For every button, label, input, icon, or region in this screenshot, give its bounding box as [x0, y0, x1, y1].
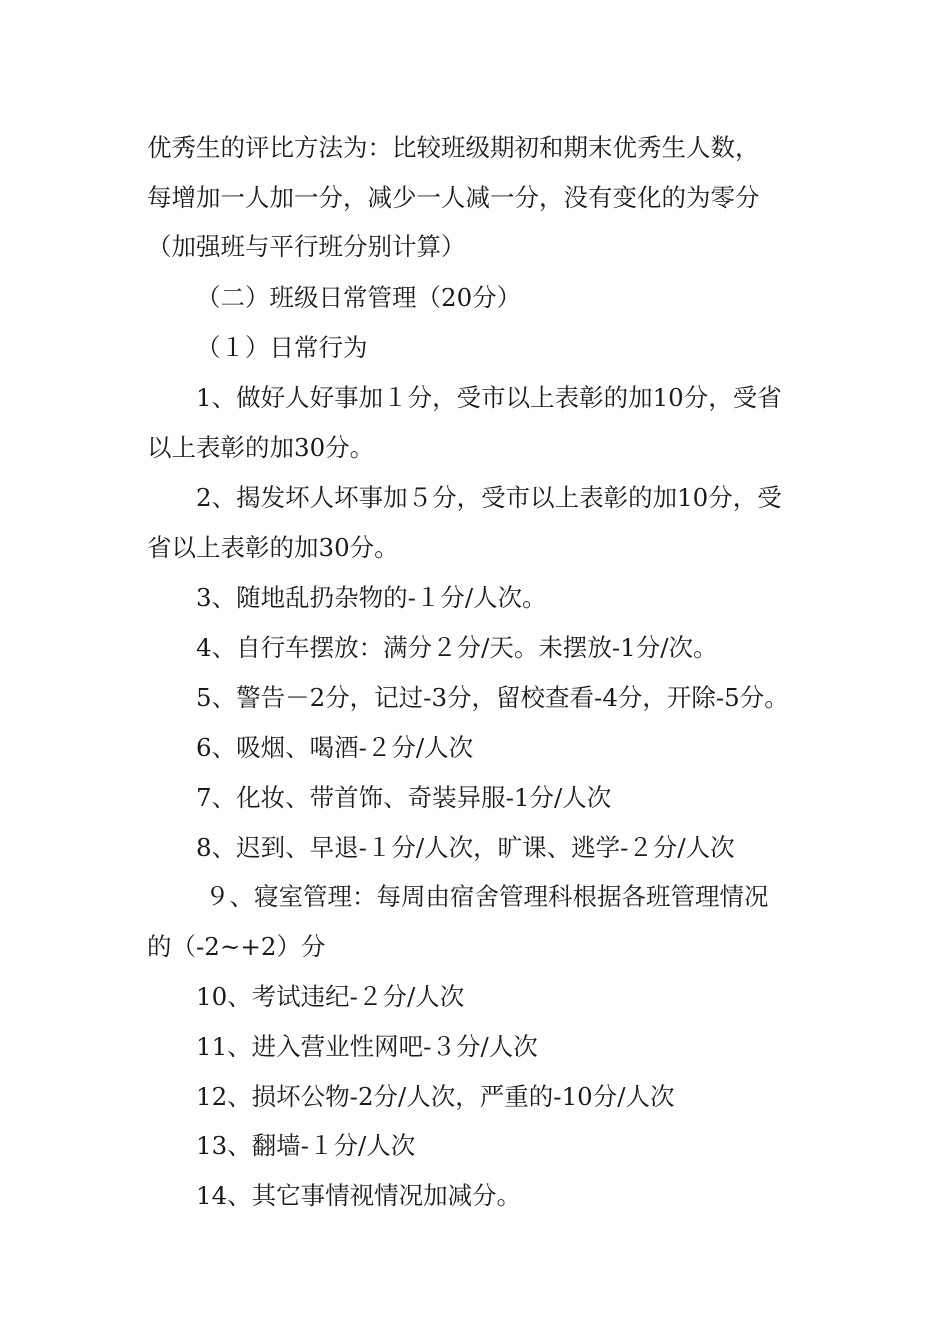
text-line: （加强班与平行班分别计算） — [147, 232, 466, 261]
rule-item: 8、迟到、早退-１分/人次，旷课、逃学-２分/人次 — [196, 833, 735, 862]
rule-item-continuation: 省以上表彰的加30分。 — [147, 533, 399, 562]
text-line: 每增加一人加一分，减少一人减一分，没有变化的为零分 — [147, 183, 760, 212]
rule-item: 3、随地乱扔杂物的-１分/人次。 — [196, 583, 547, 612]
rule-item: 12、损坏公物-2分/人次，严重的-10分/人次 — [196, 1082, 675, 1111]
rule-item: 11、进入营业性网吧-３分/人次 — [196, 1032, 538, 1061]
rule-item-continuation: 的（-2~+2）分 — [147, 932, 326, 961]
rule-item: 6、吸烟、喝酒-２分/人次 — [196, 733, 474, 762]
rule-item: 14、其它事情视情况加减分。 — [196, 1181, 522, 1210]
section-heading: （二）班级日常管理（20分） — [196, 283, 522, 312]
rule-item: ９、寝室管理：每周由宿舍管理科根据各班管理情况 — [205, 882, 769, 911]
rule-item: 10、考试违纪-２分/人次 — [196, 982, 465, 1011]
text-line: 优秀生的评比方法为：比较班级期初和期末优秀生人数， — [147, 133, 760, 162]
rule-item: 1、做好人好事加１分，受市以上表彰的加10分，受省 — [196, 383, 782, 412]
rule-item-continuation: 以上表彰的加30分。 — [147, 433, 375, 462]
rule-item: 5、警告－2分，记过-3分，留校查看-4分，开除-5分。 — [196, 683, 789, 712]
subsection-heading: （１）日常行为 — [196, 333, 368, 362]
rule-item: 7、化妆、带首饰、奇装异服-1分/人次 — [196, 783, 612, 812]
rule-item: 13、翻墙-１分/人次 — [196, 1131, 416, 1160]
rule-item: 2、揭发坏人坏事加５分，受市以上表彰的加10分，受 — [196, 483, 782, 512]
rule-item: 4、自行车摆放：满分２分/天。未摆放-1分/次。 — [196, 633, 718, 662]
